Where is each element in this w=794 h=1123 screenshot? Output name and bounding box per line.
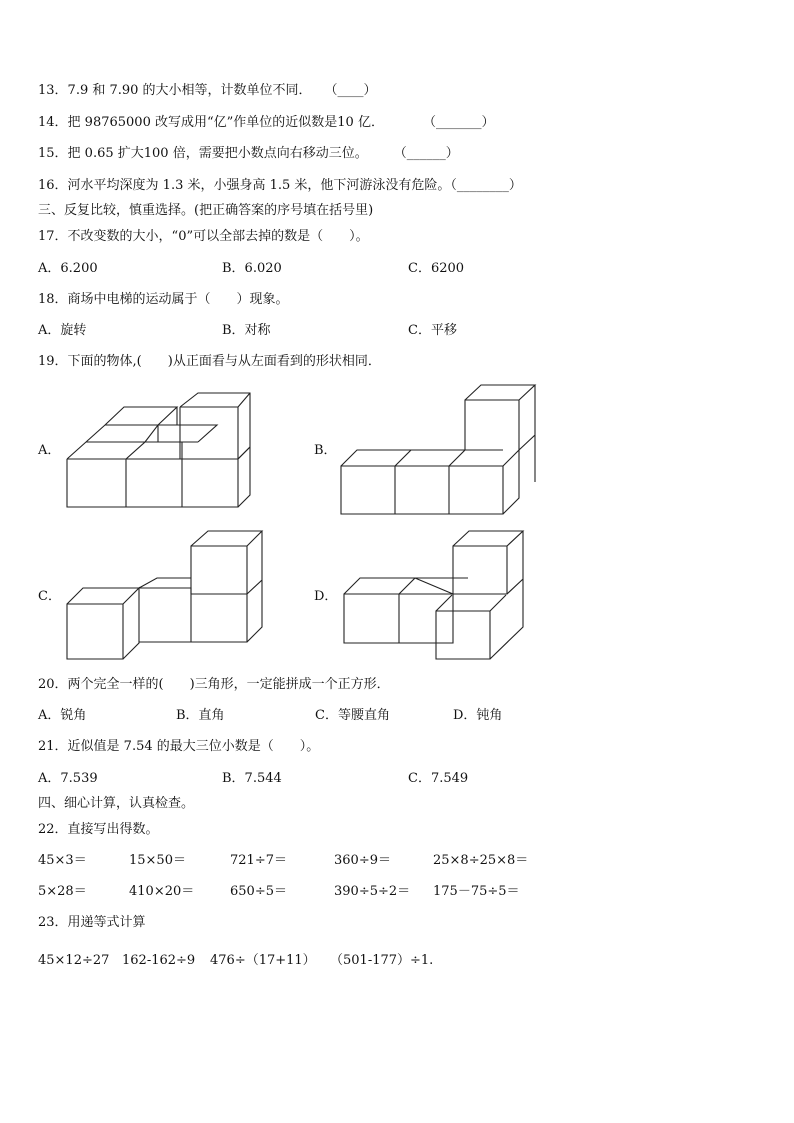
section-4-heading: 四、细心计算，认真检查。: [38, 796, 195, 811]
figure-label-c: C．: [38, 589, 61, 604]
cube-figure-d: [336, 528, 546, 668]
question-21-stem: 21．近似值是 7.54 的最大三位小数是（ ）。: [38, 739, 320, 754]
question-19-stem: 19．下面的物体,( )从正面看与从左面看到的形状相同．: [38, 354, 381, 369]
calc-item: 5×28＝: [38, 884, 87, 899]
calc-item: 390÷5÷2＝: [334, 884, 411, 899]
calc-item: 175－75÷5＝: [433, 884, 520, 899]
question-23-stem: 23．用递等式计算: [38, 915, 146, 930]
figure-label-d: D．: [314, 589, 338, 604]
figure-label-a: A．: [38, 443, 61, 458]
q18-option-b: B．对称: [222, 323, 271, 338]
stepwise-item: 162-162÷9: [122, 953, 196, 968]
section-3-heading: 三、反复比较，慎重选择。(把正确答案的序号填在括号里): [38, 203, 374, 218]
cube-figure-b: [336, 382, 546, 522]
q20-option-a: A．锐角: [38, 708, 87, 723]
question-13: 13．7.9 和 7.90 的大小相等，计数单位不同． （____）: [38, 83, 377, 98]
question-22-stem: 22．直接写出得数。: [38, 822, 159, 837]
calc-item: 45×3＝: [38, 853, 87, 868]
cube-figure-a: [60, 392, 260, 512]
q21-option-a: A．7.539: [38, 771, 98, 786]
question-20-stem: 20．两个完全一样的( )三角形，一定能拼成一个正方形．: [38, 677, 390, 692]
q20-option-d: D．钝角: [453, 708, 503, 723]
calc-item: 15×50＝: [129, 853, 186, 868]
question-14: 14．把 98765000 改写成用“亿”作单位的近似数是10 亿． （_______）: [38, 115, 495, 130]
q17-option-a: A．6.200: [38, 261, 98, 276]
stepwise-item: 476÷（17+11）: [210, 953, 316, 968]
cube-figure-c: [60, 528, 270, 668]
question-16: 16．河水平均深度为 1.3 米，小强身高 1.5 米，他下河游泳没有危险。（________）: [38, 178, 522, 193]
calc-item: 721÷7＝: [230, 853, 287, 868]
stepwise-item: 45×12÷27: [38, 953, 110, 968]
q20-option-c: C．等腰直角: [315, 708, 390, 723]
q21-option-b: B．7.544: [222, 771, 282, 786]
q17-option-b: B．6.020: [222, 261, 282, 276]
calc-item: 410×20＝: [129, 884, 195, 899]
q17-option-c: C．6200: [408, 261, 465, 276]
q21-option-c: C．7.549: [408, 771, 469, 786]
question-17-stem: 17．不改变数的大小，“0”可以全部去掉的数是（ ）。: [38, 229, 369, 244]
calc-item: 360÷9＝: [334, 853, 391, 868]
q20-option-b: B．直角: [176, 708, 225, 723]
question-15: 15．把 0.65 扩大100 倍，需要把小数点向右移动三位。 （______）: [38, 146, 459, 161]
calc-item: 25×8÷25×8＝: [433, 853, 529, 868]
calc-item: 650÷5＝: [230, 884, 287, 899]
stepwise-item: （501-177）÷1.: [330, 953, 434, 968]
q18-option-c: C．平移: [408, 323, 457, 338]
figure-label-b: B．: [314, 443, 337, 458]
question-18-stem: 18．商场中电梯的运动属于（ ）现象。: [38, 292, 289, 307]
q18-option-a: A．旋转: [38, 323, 87, 338]
